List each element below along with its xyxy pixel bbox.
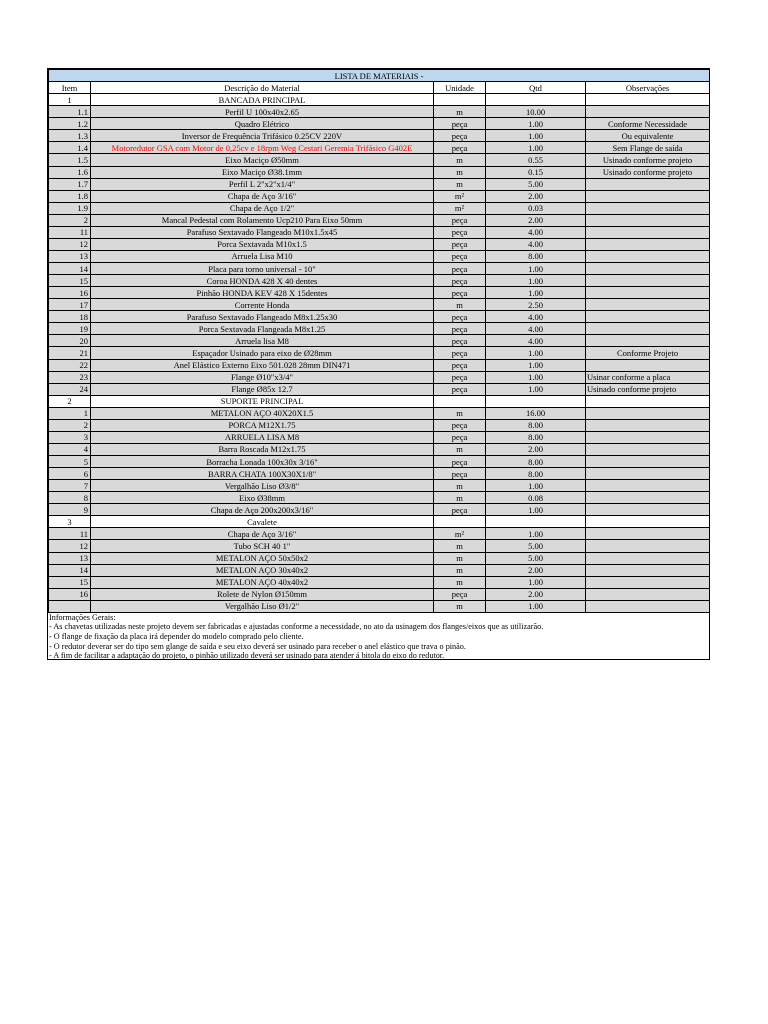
table-row	[49, 528, 710, 540]
item-unit: peça	[434, 263, 486, 275]
item-description: Anel Elástico Externo Eixo 501.028 28mm DIN471	[91, 359, 434, 371]
item-number: 15	[49, 576, 91, 588]
item-unit: peça	[434, 238, 486, 250]
item-number: 21	[49, 347, 91, 359]
item-description: Flange Ø10"x3/4"	[91, 371, 434, 383]
item-description: METALON AÇO 40x40x2	[91, 576, 434, 588]
table-row	[49, 106, 710, 118]
item-qty: 1.00	[486, 528, 586, 540]
item-observation	[586, 588, 710, 600]
header-description: Descrição do Material	[91, 82, 434, 94]
table-row	[49, 202, 710, 214]
item-unit: peça	[434, 383, 486, 395]
item-number: 14	[49, 564, 91, 576]
item-number: 7	[49, 480, 91, 492]
item-unit: m	[434, 600, 486, 612]
section-number: 3	[49, 516, 91, 528]
section-unit	[434, 516, 486, 528]
item-unit: peça	[434, 588, 486, 600]
item-number: 15	[49, 275, 91, 287]
item-qty: 0.03	[486, 202, 586, 214]
item-number: 1.9	[49, 202, 91, 214]
section-qty	[486, 395, 586, 407]
section-unit	[434, 395, 486, 407]
item-number: 1	[49, 407, 91, 419]
item-description: Eixo Maciço Ø50mm	[91, 154, 434, 166]
item-description: METALON AÇO 40X20X1.5	[91, 407, 434, 419]
item-observation	[586, 456, 710, 468]
item-qty: 2.00	[486, 190, 586, 202]
item-qty: 8.00	[486, 468, 586, 480]
item-number: 14	[49, 263, 91, 275]
table-row	[49, 142, 710, 154]
section-number: 2	[49, 395, 91, 407]
item-observation	[586, 431, 710, 443]
item-unit: m	[434, 154, 486, 166]
item-unit: peça	[434, 142, 486, 154]
item-number: 16	[49, 287, 91, 299]
item-unit: peça	[434, 323, 486, 335]
item-observation	[586, 480, 710, 492]
item-qty: 1.00	[486, 130, 586, 142]
item-observation	[586, 540, 710, 552]
item-observation	[586, 106, 710, 118]
item-unit: peça	[434, 250, 486, 262]
table-row	[49, 540, 710, 552]
item-qty: 4.00	[486, 335, 586, 347]
item-unit: m	[434, 106, 486, 118]
item-qty: 1.00	[486, 371, 586, 383]
item-observation	[586, 528, 710, 540]
item-observation	[586, 238, 710, 250]
section-name: Cavalete	[91, 516, 434, 528]
table-row	[49, 226, 710, 238]
item-observation	[586, 335, 710, 347]
table-row	[49, 263, 710, 275]
item-observation	[586, 250, 710, 262]
item-qty: 1.00	[486, 287, 586, 299]
item-qty: 10.00	[486, 106, 586, 118]
item-observation	[586, 576, 710, 588]
item-number: 17	[49, 299, 91, 311]
item-qty: 8.00	[486, 250, 586, 262]
section-row	[49, 395, 710, 407]
table-row	[49, 323, 710, 335]
item-description: Quadro Elétrico	[91, 118, 434, 130]
item-observation	[586, 600, 710, 612]
note-line: - As chavetas utilizadas neste projeto devem ser fabricadas e ajustadas conforme a necessidade, no ato da usinagem dos flanges/eixos que as utilizarão.	[49, 622, 544, 632]
item-observation	[586, 226, 710, 238]
item-qty: 2.50	[486, 299, 586, 311]
table-row	[49, 130, 710, 142]
item-qty: 1.00	[486, 600, 586, 612]
item-number: 1.2	[49, 118, 91, 130]
table-row	[49, 383, 710, 395]
section-row	[49, 94, 710, 106]
item-description: Flange Ø85x 12.7	[91, 383, 434, 395]
item-observation	[586, 407, 710, 419]
table-header-row	[49, 82, 710, 94]
item-observation	[586, 552, 710, 564]
item-unit: m²	[434, 190, 486, 202]
note-line: - O redutor deverar ser do tipo sem glange de saída e seu eixo deverá ser usinado para receber o anel elástico que trava o pinão.	[49, 641, 466, 651]
item-observation: Conforme Necessidade	[586, 118, 710, 130]
table-title: LISTA DE MATERIAIS -	[49, 70, 710, 82]
item-description: Inversor de Frequência Trifásico 0.25CV 220V	[91, 130, 434, 142]
item-description: Parafuso Sextavado Flangeado M8x1.25x30	[91, 311, 434, 323]
item-qty: 1.00	[486, 263, 586, 275]
item-description: Placa para torno universal - 10"	[91, 263, 434, 275]
item-observation	[586, 190, 710, 202]
section-name: SUPORTE PRINCIPAL	[91, 395, 434, 407]
item-observation	[586, 275, 710, 287]
table-row	[49, 166, 710, 178]
item-observation	[586, 443, 710, 455]
table-row	[49, 419, 710, 431]
item-number: 1.5	[49, 154, 91, 166]
item-description: Pinhão HONDA KEV 428 X 15dentes	[91, 287, 434, 299]
item-unit: peça	[434, 371, 486, 383]
item-description: Vergalhão Liso Ø3/8"	[91, 480, 434, 492]
item-description: Chapa de Aço 200x200x3/16"	[91, 504, 434, 516]
table-row	[49, 576, 710, 588]
table-title-row	[49, 70, 710, 82]
item-qty: 0.08	[486, 492, 586, 504]
header-item: Item	[49, 82, 91, 94]
item-unit: peça	[434, 359, 486, 371]
table-row	[49, 492, 710, 504]
item-qty: 1.00	[486, 504, 586, 516]
item-description: Chapa de Aço 3/16"	[91, 528, 434, 540]
item-description: Perfil L 2"x2"x1/4"	[91, 178, 434, 190]
notes-title: Informações Gerais:	[49, 612, 116, 622]
item-unit: m²	[434, 528, 486, 540]
item-qty: 2.00	[486, 443, 586, 455]
table-row	[49, 359, 710, 371]
item-observation	[586, 214, 710, 226]
item-qty: 1.00	[486, 480, 586, 492]
item-qty: 1.00	[486, 142, 586, 154]
item-number: 3	[49, 431, 91, 443]
table-row	[49, 214, 710, 226]
item-observation	[586, 263, 710, 275]
item-description: Tubo SCH 40 1"	[91, 540, 434, 552]
item-qty: 0.55	[486, 154, 586, 166]
item-observation	[586, 492, 710, 504]
item-description: Porca Sextavada Flangeada M8x1.25	[91, 323, 434, 335]
item-observation: Sem Flange de saída	[586, 142, 710, 154]
item-description: Borracha Lonada 100x30x 3/16"	[91, 456, 434, 468]
section-row	[49, 516, 710, 528]
section-name: BANCADA PRINCIPAL	[91, 94, 434, 106]
table-row	[49, 275, 710, 287]
section-unit	[434, 94, 486, 106]
item-description: Arruela Lisa M10	[91, 250, 434, 262]
table-row	[49, 564, 710, 576]
item-qty: 0.15	[486, 166, 586, 178]
table-row	[49, 347, 710, 359]
item-observation	[586, 468, 710, 480]
item-qty: 1.00	[486, 359, 586, 371]
item-observation	[586, 202, 710, 214]
item-unit: peça	[434, 130, 486, 142]
item-unit: peça	[434, 431, 486, 443]
item-description: Chapa de Aço 1/2"	[91, 202, 434, 214]
item-description: METALON AÇO 30x40x2	[91, 564, 434, 576]
table-row	[49, 287, 710, 299]
item-number: 9	[49, 504, 91, 516]
item-observation	[586, 564, 710, 576]
item-number: 12	[49, 238, 91, 250]
general-notes	[48, 613, 709, 661]
item-description: Barra Roscada M12x1.75	[91, 443, 434, 455]
item-unit: m²	[434, 202, 486, 214]
table-row	[49, 311, 710, 323]
item-unit: m	[434, 480, 486, 492]
table-row	[49, 250, 710, 262]
item-observation	[586, 359, 710, 371]
item-description: Vergalhão Liso Ø1/2"	[91, 600, 434, 612]
item-number: 16	[49, 588, 91, 600]
item-number: 19	[49, 323, 91, 335]
item-number	[49, 600, 91, 612]
item-qty: 1.00	[486, 347, 586, 359]
item-qty: 5.00	[486, 540, 586, 552]
item-number: 1.7	[49, 178, 91, 190]
table-row	[49, 178, 710, 190]
item-description: METALON AÇO 50x50x2	[91, 552, 434, 564]
table-row	[49, 431, 710, 443]
table-row	[49, 600, 710, 612]
item-number: 6	[49, 468, 91, 480]
item-description: Rolete de Nylon Ø150mm	[91, 588, 434, 600]
item-observation	[586, 323, 710, 335]
item-observation	[586, 299, 710, 311]
item-unit: m	[434, 540, 486, 552]
item-unit: m	[434, 407, 486, 419]
section-qty	[486, 94, 586, 106]
item-unit: peça	[434, 504, 486, 516]
section-obs	[586, 94, 710, 106]
section-obs	[586, 395, 710, 407]
table-row	[49, 407, 710, 419]
item-unit: peça	[434, 335, 486, 347]
item-observation	[586, 287, 710, 299]
table-row	[49, 299, 710, 311]
item-description: ARRUELA LISA M8	[91, 431, 434, 443]
item-number: 11	[49, 528, 91, 540]
section-obs	[586, 516, 710, 528]
item-description: Corrente Honda	[91, 299, 434, 311]
item-qty: 4.00	[486, 238, 586, 250]
table-row	[49, 480, 710, 492]
item-number: 4	[49, 443, 91, 455]
item-qty: 4.00	[486, 311, 586, 323]
item-observation	[586, 311, 710, 323]
item-unit: peça	[434, 456, 486, 468]
item-number: 2	[49, 419, 91, 431]
section-qty	[486, 516, 586, 528]
item-description: Porca Sextavada M10x1.5	[91, 238, 434, 250]
item-number: 12	[49, 540, 91, 552]
item-observation: Ou equivalente	[586, 130, 710, 142]
table-row	[49, 190, 710, 202]
item-number: 8	[49, 492, 91, 504]
item-number: 1.4	[49, 142, 91, 154]
header-qty: Qtd	[486, 82, 586, 94]
item-qty: 16.00	[486, 407, 586, 419]
item-qty: 8.00	[486, 419, 586, 431]
materials-sheet	[47, 68, 710, 660]
item-number: 1.8	[49, 190, 91, 202]
item-description: Espaçador Usinado para eixo de Ø28mm	[91, 347, 434, 359]
item-qty: 4.00	[486, 323, 586, 335]
item-qty: 8.00	[486, 431, 586, 443]
item-description: Eixo Maciço Ø38.1mm	[91, 166, 434, 178]
item-unit: peça	[434, 214, 486, 226]
table-row	[49, 588, 710, 600]
item-observation: Usinado conforme projeto	[586, 166, 710, 178]
item-description: PORCA M12X1.75	[91, 419, 434, 431]
item-description: Motoredutor GSA com Motor de 0,25cv e 18rpm Weg Cestari Geremia Trifásico G402E	[91, 142, 434, 154]
item-qty: 5.00	[486, 178, 586, 190]
item-observation	[586, 419, 710, 431]
table-row	[49, 371, 710, 383]
item-unit: m	[434, 492, 486, 504]
item-observation: Usinado conforme projeto	[586, 383, 710, 395]
item-number: 1.3	[49, 130, 91, 142]
header-obs: Observações	[586, 82, 710, 94]
item-observation: Conforme Projeto	[586, 347, 710, 359]
item-description: Coroa HONDA 428 X 40 dentes	[91, 275, 434, 287]
item-description: Perfil U 100x40x2.65	[91, 106, 434, 118]
item-unit: peça	[434, 311, 486, 323]
item-description: Mancal Pedestal com Rolamento Ucp210 Para Eixo 50mm	[91, 214, 434, 226]
materials-table	[48, 69, 710, 613]
table-row	[49, 154, 710, 166]
item-description: Arruela lisa M8	[91, 335, 434, 347]
item-unit: m	[434, 178, 486, 190]
item-qty: 5.00	[486, 552, 586, 564]
item-number: 1.6	[49, 166, 91, 178]
item-description: Parafuso Sextavado Flangeado M10x1.5x45	[91, 226, 434, 238]
item-unit: m	[434, 299, 486, 311]
table-row	[49, 552, 710, 564]
note-line: - A fim de facilitar a adaptação do projeto, o pinhão utilizado deverá ser usinado para atender á bitola do eixo do redutor.	[49, 651, 445, 661]
table-row	[49, 335, 710, 347]
item-number: 13	[49, 552, 91, 564]
item-unit: peça	[434, 275, 486, 287]
item-number: 1.1	[49, 106, 91, 118]
item-qty: 8.00	[486, 456, 586, 468]
item-number: 5	[49, 456, 91, 468]
item-qty: 1.00	[486, 118, 586, 130]
item-unit: peça	[434, 287, 486, 299]
item-description: Chapa de Aço 3/16"	[91, 190, 434, 202]
table-row	[49, 118, 710, 130]
section-number: 1	[49, 94, 91, 106]
table-row	[49, 238, 710, 250]
item-unit: peça	[434, 419, 486, 431]
item-unit: m	[434, 576, 486, 588]
item-unit: m	[434, 443, 486, 455]
header-unit: Unidade	[434, 82, 486, 94]
item-qty: 4.00	[486, 226, 586, 238]
item-unit: peça	[434, 347, 486, 359]
item-qty: 2.00	[486, 588, 586, 600]
item-observation: Usinar conforme a placa	[586, 371, 710, 383]
item-unit: m	[434, 552, 486, 564]
item-number: 23	[49, 371, 91, 383]
item-qty: 1.00	[486, 275, 586, 287]
item-number: 24	[49, 383, 91, 395]
item-unit: peça	[434, 468, 486, 480]
item-qty: 2.00	[486, 564, 586, 576]
item-number: 13	[49, 250, 91, 262]
item-unit: m	[434, 564, 486, 576]
item-qty: 2.00	[486, 214, 586, 226]
item-unit: peça	[434, 226, 486, 238]
note-line: - O flange de fixação da placa irá depender do modelo comprado pelo cliente.	[49, 632, 304, 641]
item-number: 18	[49, 311, 91, 323]
item-number: 2	[49, 214, 91, 226]
table-row	[49, 443, 710, 455]
item-unit: m	[434, 166, 486, 178]
item-qty: 1.00	[486, 383, 586, 395]
table-row	[49, 504, 710, 516]
item-observation	[586, 178, 710, 190]
item-observation	[586, 504, 710, 516]
item-number: 20	[49, 335, 91, 347]
table-row	[49, 456, 710, 468]
item-description: Eixo Ø38mm	[91, 492, 434, 504]
item-qty: 1.00	[486, 576, 586, 588]
item-observation: Usinado conforme projeto	[586, 154, 710, 166]
item-number: 22	[49, 359, 91, 371]
item-description: BARRA CHATA 100X30X1/8"	[91, 468, 434, 480]
item-number: 11	[49, 226, 91, 238]
table-row	[49, 468, 710, 480]
item-unit: peça	[434, 118, 486, 130]
